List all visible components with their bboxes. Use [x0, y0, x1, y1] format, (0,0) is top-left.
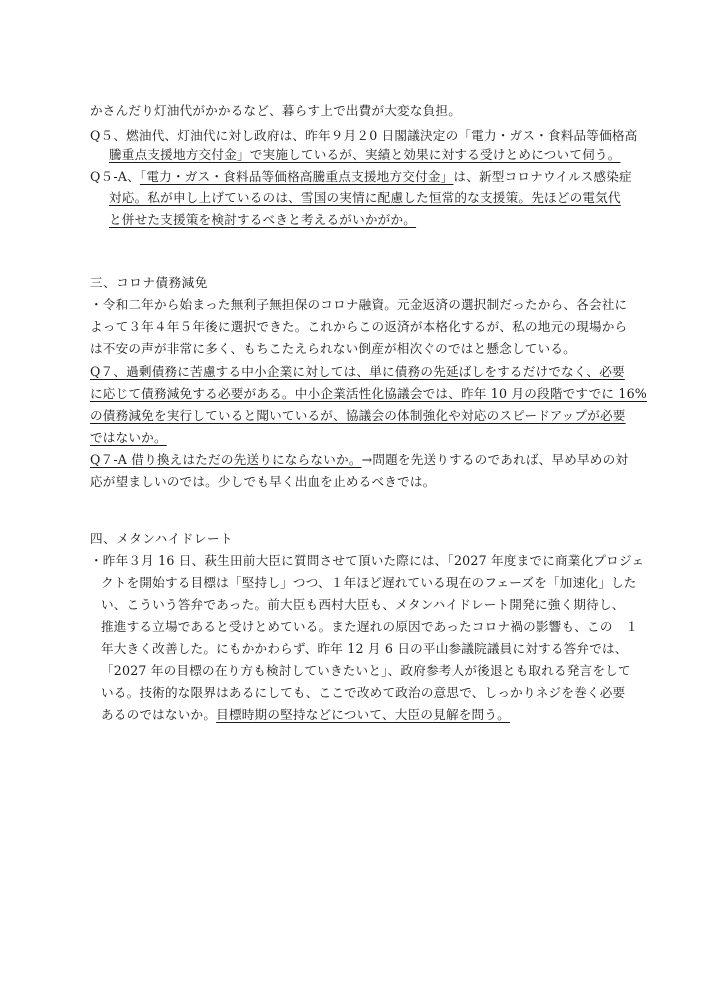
paragraph-line: い、こういう答弁であった。前大臣も西村大臣も、メタンハイドレート開発に強く期待し、 [101, 597, 625, 612]
paragraph-underlined: 目標時期の堅持などについて、大臣の見解を問う。 [216, 707, 510, 722]
paragraph-line: は不安の声が非常に多く、もちこたえられない倒産が相次ぐのではと懸念している。 [90, 341, 576, 356]
paragraph-line: 年大きく改善した。にもかかわらず、昨年 12 月 6 日の平山参議院議員に対する答弁では、 [101, 641, 628, 656]
q5a-suffix: は、新型コロナウイルス感染症 [453, 169, 632, 184]
question-q7-line: Q７、過剰債務に苦慮する中小企業に対しては、単に債務の先延ばしをするだけでなく、必要 [90, 364, 625, 379]
question-q7-line: に応じて債務減免する必要がある。中小企業活性化協議会では、昨年 10 月の段階ですでに 16% [90, 386, 647, 401]
q7a-underlined: Q７-A 借り換えはただの先送りにならないか。 [90, 452, 362, 467]
q7a-suffix: →問題を先送りするのであれば、早め早めの対 [361, 452, 629, 467]
paragraph-line: 推進する立場であると受けとめている。また遅れの原因であったコロナ禍の影響も、この １ [101, 619, 639, 634]
paragraph-line [101, 706, 510, 724]
question-q5-underlined-line: 騰重点支援地方交付金」で実施しているが、実績と効果に対する受けとめについて伺う。 [109, 147, 621, 162]
q5a-underlined: 「電力・ガス・食料品等価格高騰重点支援地方交付金」 [139, 169, 454, 184]
question-q5a-underlined-line: と併せた支援策を検討するべきと考えるがいかがか。 [109, 212, 417, 227]
question-q7-line: の債務減免を実行していると聞いているが、協議会の体制強化や対応のスピードアップが必要 [90, 408, 626, 423]
q5a-prefix: Q５-A、 [90, 169, 140, 184]
paragraph-line: 応が望ましいのでは。少しでも早く出血を止めるべきでは。 [90, 474, 436, 489]
paragraph-line: かさんだり灯油代がかかるなど、暮らす上で出費が大変な負担。 [90, 103, 462, 118]
question-q7a-line [90, 451, 628, 469]
section-heading: 三、コロナ債務減免 [90, 275, 208, 290]
paragraph-line: いる。技術的な限界はあるにしても、ここで改めて政治の意思で、しっかりネジを巻く必要 [101, 685, 626, 700]
paragraph-line: ・令和二年から始まった無利子無担保のコロナ融資。元金返済の選択制だったから、各会社に [90, 297, 628, 312]
paragraph-line: クトを開始する目標は「堅持し」つつ、１年ほど遅れている現在のフェーズを「加速化」した [101, 575, 637, 590]
paragraph-line: 「2027 年の目標の在り方も検討していきたいと」、政府参考人が後退とも取れる発言をして [101, 663, 631, 678]
paragraph-line: ・昨年３月 16 日、萩生田前大臣に質問させて頂いた際には、「2027 年度までに商業化プロジェ [90, 553, 645, 568]
question-q5a-underlined-line: 対応。私が申し上げているのは、雪国の実情に配慮した恒常的な支援策。先ほどの電気代 [109, 190, 621, 205]
question-q5a-line [90, 168, 632, 186]
section-heading: 四、メタンハイドレート [90, 531, 234, 546]
question-q7-line: ではないか。 [90, 430, 167, 445]
paragraph-text: あるのではないか。 [101, 707, 217, 722]
paragraph-line: よって３年４年５年後に選択できた。これからこの返済が本格化するが、私の地元の現場から [90, 319, 628, 334]
question-q5-line: Q５、燃油代、灯油代に対し政府は、昨年９月２0 日閣議決定の「電力・ガス・食料品等価格高 [90, 128, 638, 143]
